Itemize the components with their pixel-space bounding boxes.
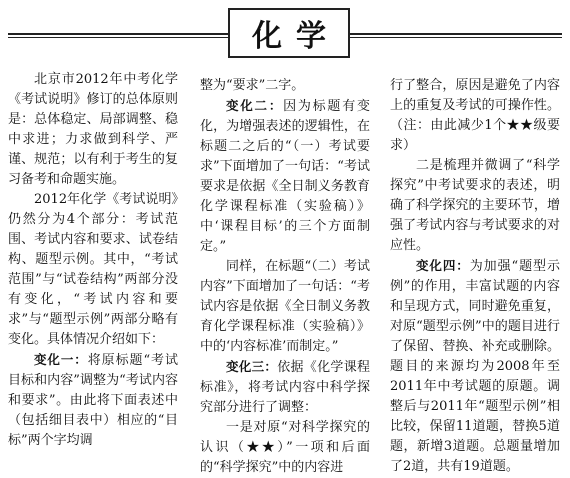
paragraph-structure: 2012年化学《考试说明》仍然分为4个部分：考试范围、考试内容和要求、试卷结构、题型示例。其中，“考试范围”与“试卷结构”两部分没有变化，“考试内容和要求”与“题型示例”两部分略有变化。具体情况介绍如下： [8,192,178,347]
paragraph-point-1: 一是对原“对科学探究的认识（★★）”一项和后面的“科学探究”中的内容进 [200,420,370,475]
section-title-box [228,8,350,58]
change-1-label: 变化一： [34,352,88,367]
paragraph-change-3 [200,357,370,418]
change-2-label: 变化二： [226,98,284,113]
change-3-label: 变化三： [226,359,278,374]
change-2-text: 因为标题有变化，为增强表述的逻辑性，在标题二之后的“（一）考试要求”下面增加了一句话：“考试要求是依据《全日制义务教育化学课程标准（实验稿）》中‘课程目标’的三个方面制定。” [200,99,370,254]
column-3 [390,76,560,477]
paragraph-likewise: 同样，在标题“（二）考试内容”下面增加了一句话：“考试内容是依据《全日制义务教育化学课程标准（实验稿）》中的‘内容标准’而制定。” [200,259,370,354]
paragraph-change-4 [390,256,560,477]
change-1-text: 将原标题“考试目标和内容”调整为“考试内容和要求”。由此将下面表述中（包括细目表中）相应的“目标”两个字均调 [8,353,178,448]
change-3-text: 依据《化学课程标准》，将考试内容中科学探究部分进行了调整： [200,360,370,415]
paragraph-change-1 [8,350,178,451]
section-title: 化学 [252,19,340,54]
paragraph-intro: 北京市2012年中考化学《考试说明》修订的总体原则是：总体稳定、局部调整、稳中求进；力求做到科学、严谨、规范；以有利于考生的复习备考和命题实施。 [8,72,178,187]
paragraph-change-2 [200,96,370,257]
paragraph-continuation-2: 行了整合，原因是避免了内容上的重复及考试的可操作性。（注：由此减少1个★★级要求） [390,78,560,153]
column-2 [200,76,370,478]
change-4-text: 为加强“题型示例”的作用，丰富试题的内容和呈现方式，同时避免重复，对原“题型示例”中的题目进行了保留、替换、补充或删除。题目的来源均为2008年至2011年中考试题的原题。调整后与2011年“题型示例”相比较，保留11道题，替换5道题，新增3道题。总题量增加了2道，共有19道题。 [390,259,560,474]
paragraph-point-2: 二是梳理并微调了“科学探究”中考试要求的表述，明确了科学探究的主要环节，增强了考试内容与考试要求的对应性。 [390,158,560,253]
column-1 [8,70,178,451]
paragraph-continuation: 整为“要求”二字。 [200,78,305,93]
change-4-label: 变化四： [416,258,470,273]
